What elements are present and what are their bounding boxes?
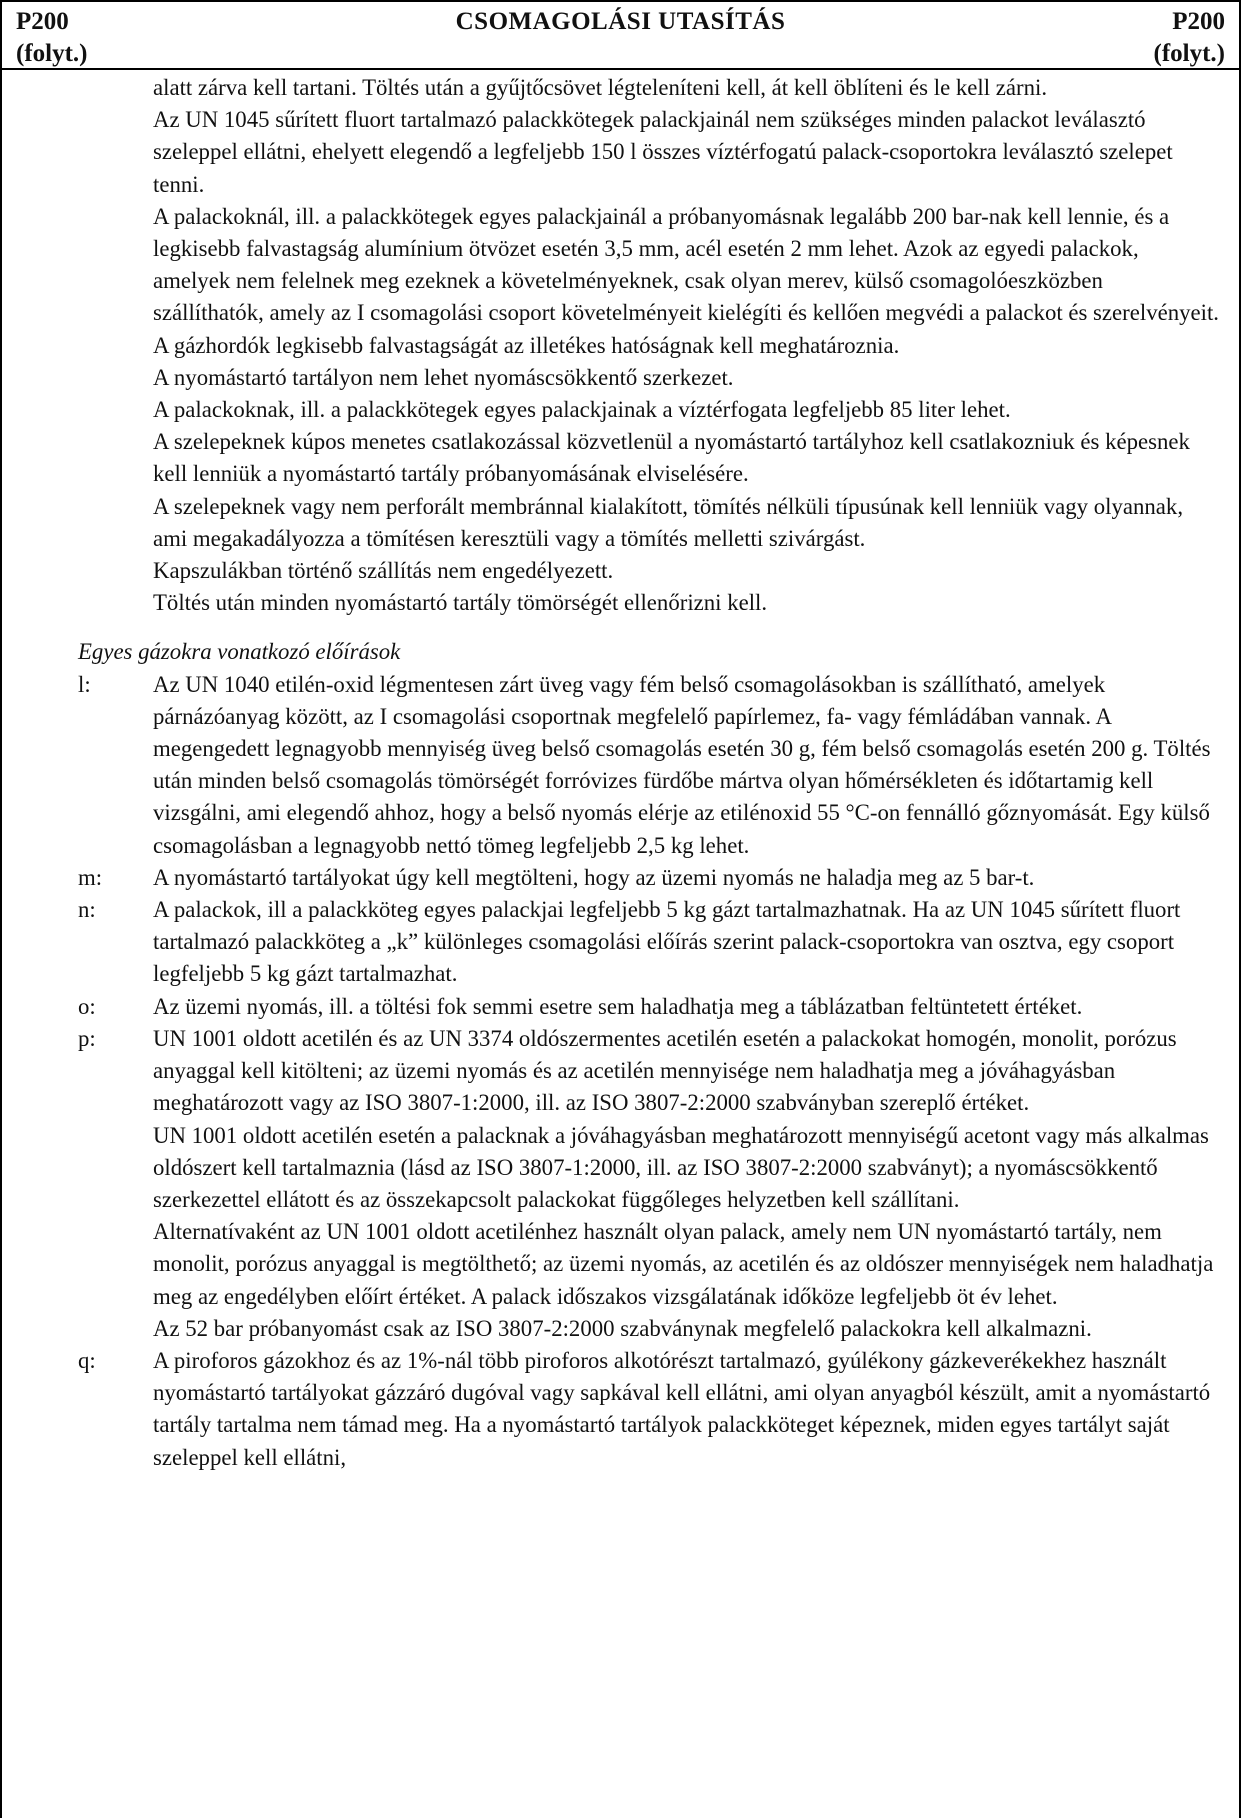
paragraph: A palackoknál, ill. a palackkötegek egyes palackjainál a próbanyomásnak legalább 200 bar-nak kell lennie, és a legkisebb falvastagság alumínium ötvözet esetén 3,5 mm, acél esetén 2 mm lehet. Azok az egyedi palackok, amelyek nem felelnek meg ezeknek a követelményeknek, csak olyan merev, külső csomagolóeszközben szállíthatók, amely az I csomagolási csoport követelményeit kielégíti és kellően megvédi a palackot és szerelvényeit. [153,203,1220,326]
document-body [2,72,1239,1474]
provision-paragraph: UN 1001 oldott acetilén és az UN 3374 oldószermentes acetilén esetén a palackokat homogén, monolit, porózus anyaggal kell kitölteni; az üzemi nyomás és az acetilén mennyisége nem haladhatja meg a jóváhagyásban meghatározott vagy az ISO 3807-1:2000, ill. az ISO 3807-2:2000 szabványban szereplő értéket. [153,1025,1177,1116]
paragraph: A nyomástartó tartályon nem lehet nyomáscsökkentő szerkezet. [153,364,734,390]
provision-body [153,669,1239,862]
provision-body [153,1345,1239,1474]
paragraph: A gázhordók legkisebb falvastagságát az illetékes hatóságnak kell meghatároznia. [153,332,900,358]
header-left-continued: (folyt.) [16,40,88,67]
provision-paragraph: Alternatívaként az UN 1001 oldott acetilénhez használt olyan palack, amely nem UN nyomástartó tartály, nem monolit, porózus anyaggal is megtölthető; az üzemi nyomás, az acetilén és az oldószer mennyiségek nem haladhatja meg az engedélyben előírt értéket. A palack időszakos vizsgálatának időköze legfeljebb öt év lehet. [153,1219,1214,1309]
provision-paragraph: Az UN 1040 etilén-oxid légmentesen zárt üveg vagy fém belső csomagolásokban is szállítható, amelyek párnázóanyag között, az I csomagolási csoportnak megfelelő papírlemez, fa- vagy fémládában vannak. A megengedett legnagyobb mennyiség üveg belső csomagolás esetén 30 g, fém belső csomagolás esetén 200 g. Töltés után minden belső csomagolás tömörségét forróvizes fürdőbe mártva olyan hőmérsékleten és időtartamig kell vizsgálni, ami elegendő ahhoz, hogy a belső nyomás elérje az etilénoxid 55 °C-on fennálló gőznyomását. Egy külső csomagolásban a legnagyobb nettó tömeg legfeljebb 2,5 kg lehet. [153,671,1211,858]
provision-item-o [2,991,1239,1023]
provision-item-l [2,669,1239,862]
provision-item-n [2,894,1239,991]
intro-section [2,72,1239,619]
header-right [1154,6,1226,70]
provision-key: p: [78,1025,96,1051]
page-header [2,0,1239,70]
provision-paragraph: UN 1001 oldott acetilén esetén a palacknak a jóváhagyásban meghatározott mennyiségű acetont vagy más alkalmas oldószert kell tartalmaznia (lásd az ISO 3807-1:2000, ill. az ISO 3807-2:2000 szabványt); a nyomáscsökkentő szerkezettel ellátott és az összekapcsolt palackokat függőleges helyzetben kell szállítani. [153,1122,1209,1212]
provision-paragraph: A nyomástartó tartályokat úgy kell megtölteni, hogy az üzemi nyomás ne haladja meg az 5 bar-t. [153,864,1035,890]
provision-item-q [2,1345,1239,1474]
paragraph: Kapszulákban történő szállítás nem engedélyezett. [153,558,614,584]
provision-key: q: [78,1347,96,1373]
provision-body [153,862,1239,894]
provision-item-m [2,862,1239,894]
provision-paragraph: A palackok, ill a palackköteg egyes palackjai legfeljebb 5 kg gázt tartalmazhatnak. Ha az UN 1045 sűrített fluort tartalmazó palackköteg a „k” különleges csomagolási előírás szerint palack-csoportokra van osztva, egy csoport legfeljebb 5 kg gázt tartalmazhat. [153,897,1181,987]
paragraph: A palackoknak, ill. a palackkötegek egyes palackjainak a víztérfogata legfeljebb 85 liter lehet. [153,397,1011,423]
header-title: CSOMAGOLÁSI UTASÍTÁS [455,8,786,35]
paragraph: A szelepeknek vagy nem perforált membránnal kialakított, tömítés nélküli típusúnak kell lenniük vagy olyannak, ami megakadályozza a tömítésen keresztüli vagy a tömítés melletti szivárgást. [153,493,1184,551]
paragraph: A szelepeknek kúpos menetes csatlakozással közvetlenül a nyomástartó tartályhoz kell csatlakozniuk és képesnek kell lenniük a nyomástartó tartály próbanyomásának elviselésére. [153,429,1190,487]
header-left-code: P200 [16,8,69,35]
provision-key: m: [78,864,103,890]
provision-paragraph: Az 52 bar próbanyomást csak az ISO 3807-2:2000 szabványnak megfelelő palackokra kell alkalmazni. [153,1315,1092,1341]
header-right-continued: (folyt.) [1153,40,1225,67]
provision-paragraph: Az üzemi nyomás, ill. a töltési fok semmi esetre sem haladhatja meg a táblázatban feltüntetett értéket. [153,993,1083,1019]
provision-key: o: [78,993,96,1019]
special-provisions-list [2,669,1239,1474]
provision-body [153,991,1239,1023]
provision-item-p [2,1023,1239,1345]
paragraph: alatt zárva kell tartani. Töltés után a gyűjtőcsövet légteleníteni kell, át kell öblíteni és le kell zárni. [153,75,1048,100]
paragraph: Töltés után minden nyomástartó tartály tömörségét ellenőrizni kell. [153,590,768,616]
provision-key: l: [78,671,91,697]
provision-body [153,894,1239,991]
provision-key: n: [78,897,96,923]
provision-paragraph: A piroforos gázokhoz és az 1%-nál több piroforos alkotórészt tartalmazó, gyúlékony gázkeverékekhez használt nyomástartó tartályokat gázzáró dugóval vagy sapkával kell ellátni, ami olyan anyagból készült, amit a nyomástartó tartály tartalma nem támad meg. Ha a nyomástartó tartályok palackköteget képeznek, miden egyes tartályt saját szeleppel kell ellátni, [153,1347,1211,1470]
header-right-code: P200 [1172,8,1225,35]
provision-body [153,1023,1239,1345]
paragraph: Az UN 1045 sűrített fluort tartalmazó palackkötegek palackjainál nem szükséges minden palackot leválasztó szeleppel ellátni, ehelyett elegendő a legfeljebb 150 l összes víztérfogatú palack-csoportokra leválasztó szelepet tenni. [153,107,1173,197]
section-title: Egyes gázokra vonatkozó előírások [78,639,401,665]
